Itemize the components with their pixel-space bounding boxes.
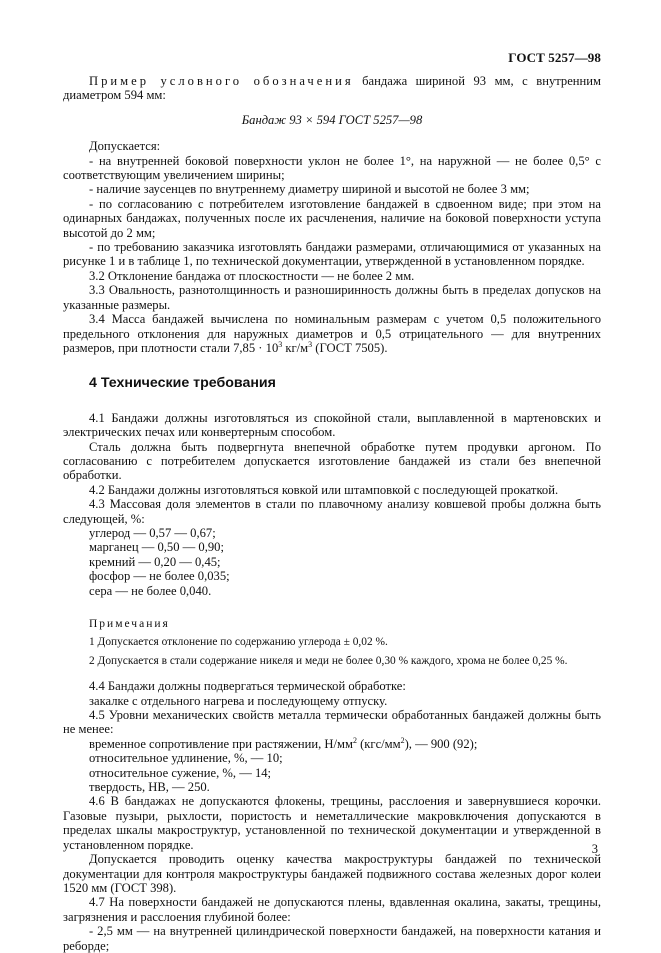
unit-exponent: 3 — [308, 339, 313, 349]
element-line: углерод — 0,57 — 0,67; — [89, 525, 216, 540]
designation-example: Бандаж 93 × 594 ГОСТ 5257—98 — [241, 112, 423, 127]
mech-property-line — [63, 737, 601, 751]
clause-3-3: 3.3 Овальность, разнотолщинность и разноширинность должны быть в пределах допусков на указанные размеры. — [63, 283, 601, 312]
notes-title: Примечания — [89, 618, 170, 630]
mech-property-line: относительное удлинение, %, — 10; — [89, 751, 283, 766]
square-exponent: 2 — [400, 735, 405, 745]
mech-text: (кгс/мм — [356, 736, 401, 751]
clause-3-4-text: 3.4 Масса бандажей вычислена по номинальным размерам с учетом 0,5 положительного предельного отклонения для наружных диаметров и 0,5 отрицательного — для внутренних размеров, при плотности стали 7,85 · 10 — [63, 312, 601, 355]
note-item: 2 Допускается в стали содержание никеля и меди не более 0,30 % каждого, хрома не более 0,25 %. — [89, 654, 568, 667]
clause-4-4: 4.4 Бандажи должны подвергаться термической обработке: — [89, 679, 406, 694]
designation-example-paragraph — [63, 74, 601, 103]
page-content — [63, 74, 601, 953]
page-number: 3 — [591, 842, 598, 856]
section-4-heading: 4 Технические требования — [89, 375, 276, 392]
allowed-item: - на внутренней боковой поверхности уклон не более 1°, на наружной — не более 0,5° с соответствующим увеличением ширины; — [63, 153, 601, 183]
clause-4-3: 4.3 Массовая доля элементов в стали по плавочному анализу ковшевой пробы должна быть следующей, %: — [63, 497, 601, 526]
mech-text: временное сопротивление при растяжении, Н/мм — [89, 736, 353, 751]
element-line: кремний — 0,20 — 0,45; — [89, 554, 221, 569]
element-line: фосфор — не более 0,035; — [89, 569, 230, 584]
example-label: Пример условного обозначения — [89, 74, 354, 88]
density-exponent: 3 — [278, 339, 283, 349]
clause-4-7-item: - 2,5 мм — на внутренней цилиндрической поверхности бандажей, на поверхности катания и реборде; — [63, 924, 601, 953]
clause-4-5: 4.5 Уровни механических свойств металла термически обработанных бандажей должны быть не менее: — [63, 708, 601, 737]
clause-4-6-continued: Допускается проводить оценку качества макроструктуры бандажей по технической документации для контроля макроструктуры бандажей подвижного состава железных дорог колеи 1520 мм (ГОСТ 398). — [63, 852, 601, 895]
allowed-title: Допускается: — [89, 139, 161, 154]
allowed-item: - по согласованию с потребителем изготовление бандажей в сдвоенном виде; при этом на одинарных бандажах, полученных после их расчленения, наличие на боковой поверхности уступа высотой до 2 мм; — [63, 196, 601, 240]
clause-4-7: 4.7 На поверхности бандажей не допускаются плены, вдавленная окалина, закаты, трещины, загрязнения и расслоения глубиной более: — [63, 895, 601, 924]
clause-3-4 — [63, 312, 601, 355]
clause-4-4-continued: закалке с отдельного нагрева и последующему отпуску. — [89, 693, 388, 708]
clause-4-1: 4.1 Бандажи должны изготовляться из спокойной стали, выплавленной в мартеновских и электрических печах или конвертерным способом. — [63, 410, 601, 440]
mech-text: ), — 900 (92); — [404, 736, 478, 751]
clause-4-2: 4.2 Бандажи должны изготовляться ковкой или штамповкой с последующей прокаткой. — [89, 482, 559, 497]
example-text: бандажа шириной 93 мм, с внутренним диаметром 594 мм: — [63, 74, 601, 103]
note-item: 1 Допускается отклонение по содержанию углерода ± 0,02 %. — [89, 636, 388, 649]
clause-4-6: 4.6 В бандажах не допускаются флокены, трещины, расслоения и завернувшиеся корочки. Газовые пузыри, рыхлости, пористость и неметаллические макровключения допускаются в пределах шкалы макроструктур, установленной по технической документации и утвержденной в установленном порядке. — [63, 794, 601, 852]
mech-property-line: твердость, НВ, — 250. — [89, 780, 210, 795]
clause-3-2: 3.2 Отклонение бандажа от плоскостности — не более 2 мм. — [89, 268, 415, 283]
square-exponent: 2 — [352, 735, 357, 745]
density-unit: кг/м — [282, 340, 309, 355]
element-line: марганец — 0,50 — 0,90; — [89, 540, 224, 555]
mech-property-line: относительное сужение, %, — 14; — [89, 765, 272, 780]
allowed-item: - наличие заусенцев по внутреннему диаметру шириной и высотой не более 3 мм; — [89, 182, 530, 197]
clause-4-1-continued: Сталь должна быть подвергнута внепечной обработке путем продувки аргоном. По согласованию с потребителем допускается изготовление бандажей из стали без внепечной обработки. — [63, 439, 601, 483]
element-line: сера — не более 0,040. — [89, 583, 212, 598]
document-header: ГОСТ 5257—98 — [508, 50, 601, 65]
allowed-item: - по требованию заказчика изготовлять бандажи размерами, отличающимися от указанных на рисунке 1 и в таблице 1, по технической документации, утвержденной в установленном порядке. — [63, 240, 601, 269]
clause-3-4-tail: (ГОСТ 7505). — [312, 340, 388, 355]
